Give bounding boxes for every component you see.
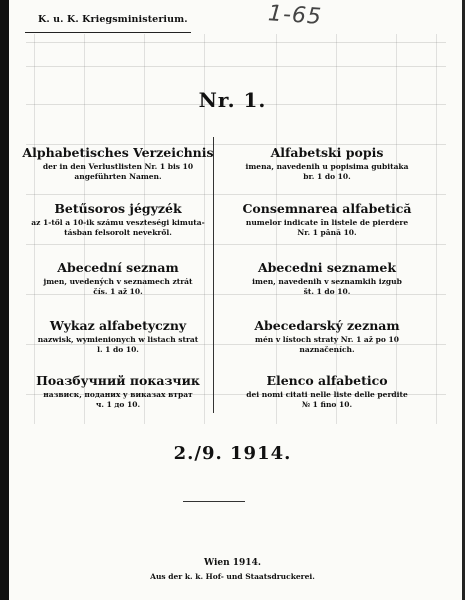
entry-subtitle-line: dei nomi citati nelle liste delle perdite	[246, 390, 408, 399]
entry-heading: Abecedarský zeznam	[254, 318, 400, 333]
entry-subtitle-line: l. 1 do 10.	[97, 345, 139, 354]
entry-heading: Consemnarea alfabetică	[242, 201, 412, 216]
entry-heading: Abecedni seznamek	[257, 260, 396, 275]
entry-subtitle-line: tásban felsorolt nevekről.	[64, 228, 172, 237]
entry-heading: Betűsoros jégyzék	[54, 201, 182, 216]
entry-italian	[227, 373, 427, 410]
entry-subtitle-line: br. 1 do 10.	[303, 172, 351, 181]
issue-date: 2./9. 1914.	[173, 443, 292, 464]
document-title: Nr. 1.	[198, 88, 267, 112]
entry-heading: Поазбучний показчик	[36, 373, 200, 388]
entry-hungarian	[18, 201, 218, 238]
entry-romanian	[227, 201, 427, 238]
imprint-printer: Aus der k. k. Hof- und Staatsdruckerei.	[150, 572, 315, 581]
entry-subtitle-line: der in den Verlustlisten Nr. 1 bis 10	[42, 162, 194, 171]
separator-rule	[183, 501, 245, 502]
entry-subtitle-line: št. 1 do 10.	[303, 287, 351, 296]
entry-subtitle-line: naznačeních.	[299, 345, 355, 354]
entry-subtitle-line: jmen, uvedených v seznamech ztrát	[43, 277, 193, 286]
entry-subtitle-line: nazwisk, wymienionych w listach strat	[37, 335, 199, 344]
entry-subtitle-line: imen, navedenih v seznamkih izgub	[252, 277, 402, 286]
header-underline	[25, 32, 191, 33]
entry-heading: Abecední seznam	[57, 260, 179, 275]
entry-subtitle-line: mén v lístoch straty Nr. 1 až po 10	[255, 335, 399, 344]
entry-subtitle-line: ч. 1 до 10.	[95, 400, 141, 409]
entry-heading: Wykaz alfabetyczny	[49, 318, 187, 333]
entry-slovenian	[227, 260, 427, 297]
entry-heading: Elenco alfabetico	[266, 373, 388, 388]
entry-subtitle-line: numelor indicate în listele de pierdere	[245, 218, 409, 227]
entry-subtitle-line: čís. 1 až 10.	[93, 287, 143, 296]
entry-croatian	[227, 145, 427, 182]
entry-subtitle-line: № 1 fino 10.	[301, 400, 353, 409]
entry-heading: Alfabetski popis	[270, 145, 384, 160]
entry-polish	[18, 318, 218, 355]
entry-subtitle-line: angeführten Namen.	[74, 172, 162, 181]
entry-heading: Alphabetisches Verzeichnis	[22, 145, 214, 160]
ministry-label: K. u. K. Kriegsministerium.	[38, 14, 188, 25]
entry-subtitle-line: назвиск, поданих у виказах втрат	[43, 390, 193, 399]
entry-german	[18, 145, 218, 182]
imprint-city: Wien 1914.	[204, 558, 261, 568]
entry-czech	[18, 260, 218, 297]
handwritten-annotation: 1-65	[267, 1, 323, 30]
entry-subtitle-line: Nr. 1 până 10.	[297, 228, 357, 237]
entry-slovak	[227, 318, 427, 355]
entry-subtitle-line: imena, navedenih u popisima gubitaka	[245, 162, 409, 171]
entry-ruthenian	[18, 373, 218, 410]
entry-subtitle-line: az 1-től a 10-ik számu veszteségi kimuta-	[31, 218, 205, 227]
